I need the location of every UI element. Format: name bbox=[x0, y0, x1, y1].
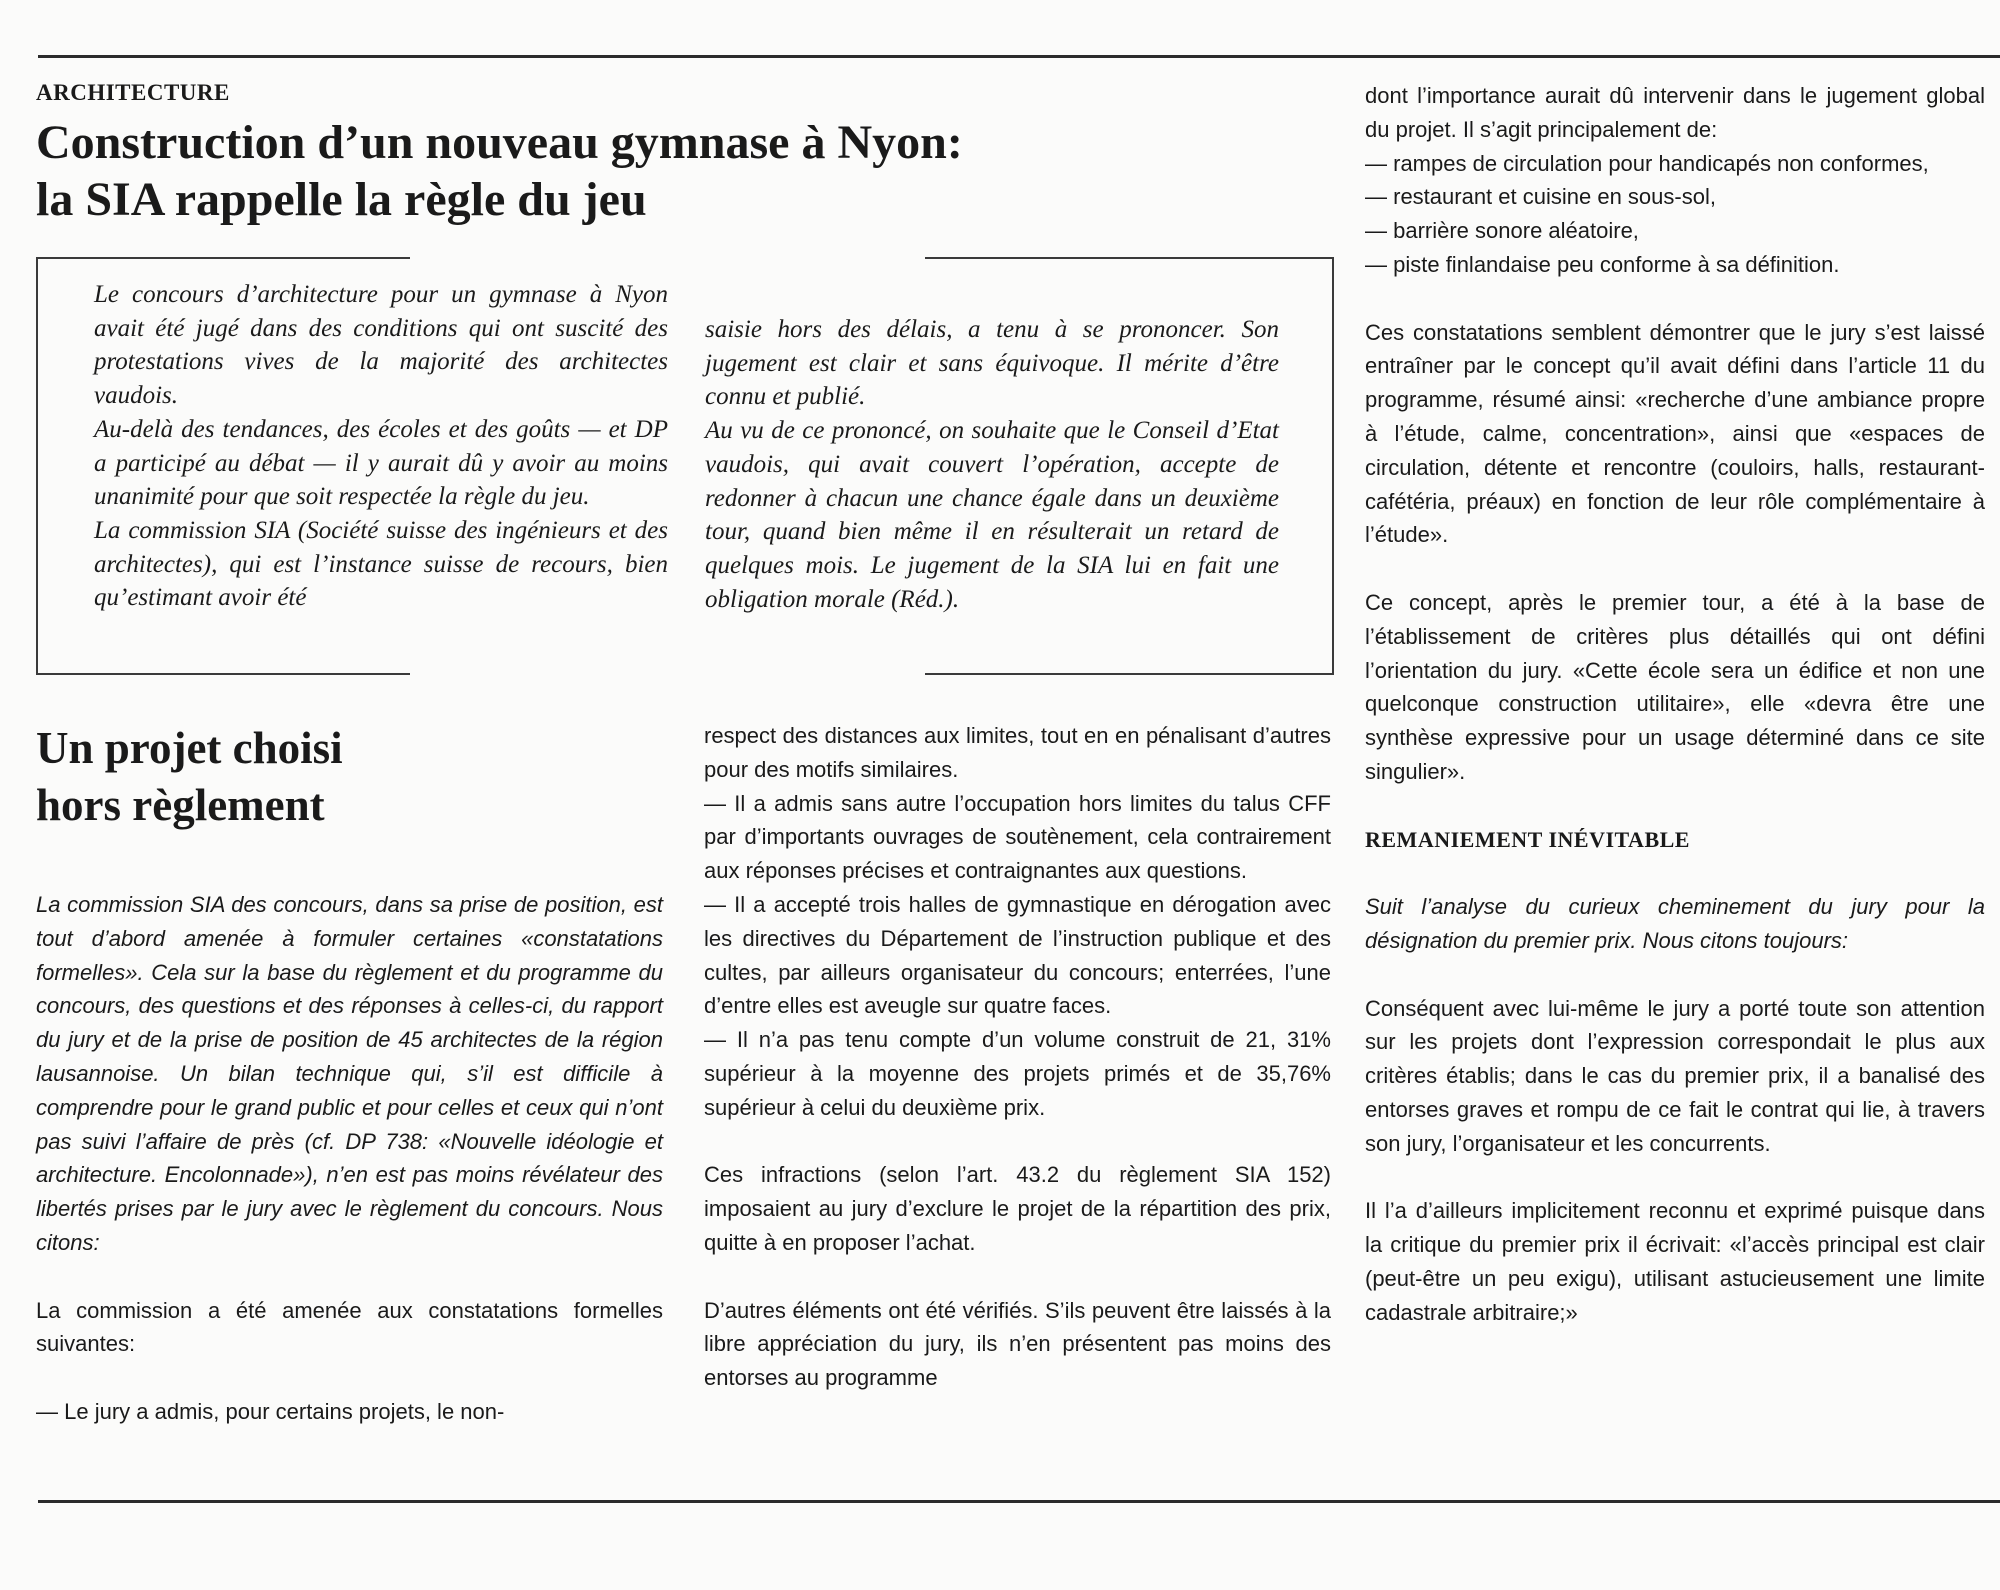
body-paragraph: Ce concept, après le premier tour, a été à la base de l’établissement de critères plus détaillés qui ont défini l’orientation du jury. «Cette école sera un édifice et non une quelconque construction utilitaire», elle «devra être une synthèse expressive pour un usage déterminé dans ce site singulier». bbox=[1365, 589, 1985, 784]
top-rule bbox=[38, 55, 2000, 58]
body-paragraph: Conséquent avec lui-même le jury a porté toute son attention sur les projets dont l’expression correspondait le plus aux critères établis; dans le cas du premier prix, il a banalisé des entorses graves et rompu de ce fait le contrat qui lie, à travers son jury, l’organisateur et les concurrents. bbox=[1365, 995, 1985, 1156]
body-paragraph: Ces constatations semblent démontrer que le jury s’est laissé entraîner par le concept qu’il avait défini dans l’article 11 du programme, résumé ainsi: «recherche d’une ambiance propre à l’étude, calme, concentration», ainsi que «espaces de circulation, détente et rencontre (couloirs, halls, restaurant-cafétéria, préaux) en fonction de leur rôle complémentaire à l’étude». bbox=[1365, 319, 1985, 548]
list-item: — barrière sonore aléatoire, bbox=[1365, 218, 1639, 244]
intro-paragraph: La commission SIA (Société suisse des ingénieurs et des architectes), qui est l’instance suisse de recours, bien qu’estimant avoir été bbox=[94, 516, 668, 612]
intro-column-1 bbox=[94, 278, 668, 615]
body-paragraph: Ces infractions (selon l’art. 43.2 du règlement SIA 152) imposaient au jury d’exclure le projet de la répartition des prix, quitte à en proposer l’achat. bbox=[704, 1162, 1331, 1255]
headline-line-1: Construction d’un nouveau gymnase à Nyon: bbox=[36, 116, 963, 169]
body-paragraph: Il l’a d’ailleurs implicitement reconnu et exprimé puisque dans la critique du premier prix il écrivait: «l’accès principal est clair (peut-être un peu exigu), utilisant astucieusement une limite cadastrale arbitraire;» bbox=[1365, 1198, 1985, 1325]
list-item: — Il a accepté trois halles de gymnastique en dérogation avec les directives du Département de l’instruction publique et des cultes, par ailleurs organisateur du concours; enterrées, l’une d’entre elles est aveugle sur quatre faces. bbox=[704, 891, 1331, 1019]
list-item: — piste finlandaise peu conforme à sa définition. bbox=[1365, 251, 1840, 277]
body-paragraph: — Le jury a admis, pour certains projets, le non- bbox=[36, 1398, 505, 1424]
list-item: — rampes de circulation pour handicapés non conformes, bbox=[1365, 150, 1929, 176]
list-item: — Il a admis sans autre l’occupation hors limites du talus CFF par d’importants ouvrages de soutènement, cela contrairement aux réponses précises et contraignantes aux questions. bbox=[704, 790, 1331, 884]
list-item: — restaurant et cuisine en sous-sol, bbox=[1365, 184, 1716, 210]
list-item: — Il n’a pas tenu compte d’un volume construit de 21, 31% supérieur à la moyenne des projets primés et de 35,76% supérieur à celui du deuxième prix. bbox=[704, 1027, 1331, 1120]
subheadline-line-2: hors règlement bbox=[36, 780, 325, 830]
article-column-1 bbox=[36, 888, 663, 1429]
intro-box-gap-bottom bbox=[410, 672, 925, 678]
body-paragraph: dont l’importance aurait dû intervenir dans le jugement global du projet. Il s’agit principalement de: bbox=[1365, 83, 1985, 142]
body-paragraph: La commission SIA des concours, dans sa prise de position, est tout d’abord amenée à formuler certaines «constatations formelles». Cela sur la base du règlement et du programme du concours, des questions et des réponses à celles-ci, du rapport du jury et de la prise de position de 45 architectes de la région lausannoise. Un bilan technique qui, s’il est difficile à comprendre pour le grand public et pour celles et ceux qui n’ont pas suivi l’affaire de près (cf. DP 738: «Nouvelle idéologie et architecture. Encolonnade»), n’en est pas moins révélateur des libertés prises par le jury avec le règlement du concours. Nous citons: bbox=[36, 892, 663, 1255]
intro-paragraph: Au-delà des tendances, des écoles et des goûts — et DP a participé au débat — il y aurait dû y avoir au moins unanimité pour que soit respectée la règle du jeu. bbox=[94, 415, 668, 511]
article-column-3 bbox=[1365, 79, 1985, 1329]
intro-box-gap-top bbox=[410, 254, 925, 260]
intro-column-2 bbox=[705, 313, 1279, 616]
headline-line-2: la SIA rappelle la règle du jeu bbox=[36, 173, 647, 226]
subheadline bbox=[36, 720, 656, 834]
subheadline-line-1: Un projet choisi bbox=[36, 723, 343, 773]
section-rubric: ARCHITECTURE bbox=[36, 80, 230, 105]
bottom-rule bbox=[38, 1500, 2000, 1503]
headline bbox=[36, 114, 1336, 228]
intro-paragraph: Le concours d’architecture pour un gymnase à Nyon avait été jugé dans des conditions qui ont suscité des protestations vives de la majorité des architectes vaudois. bbox=[94, 281, 668, 410]
body-paragraph: respect des distances aux limites, tout en en pénalisant d’autres pour des motifs similaires. bbox=[704, 723, 1331, 782]
body-paragraph: Suit l’analyse du curieux cheminement du jury pour la désignation du premier prix. Nous citons toujours: bbox=[1365, 894, 1985, 953]
intro-paragraph: Au vu de ce prononcé, on souhaite que le Conseil d’Etat vaudois, qui avait couvert l’opération, accepte de redonner à chacun une chance égale dans un deuxième tour, quand bien même il en résulterait un retard de quelques mois. Le jugement de la SIA lui en fait une obligation morale (Réd.). bbox=[705, 417, 1279, 613]
article-column-2 bbox=[704, 719, 1331, 1395]
intro-paragraph: saisie hors des délais, a tenu à se prononcer. Son jugement est clair et sans équivoque. Il mérite d’être connu et publié. bbox=[705, 316, 1279, 411]
section-heading: REMANIEMENT INÉVITABLE bbox=[1365, 826, 1690, 852]
body-paragraph: D’autres éléments ont été vérifiés. S’ils peuvent être laissés à la libre appréciation du jury, ils n’en présentent pas moins des entorses au programme bbox=[704, 1297, 1331, 1391]
body-paragraph: La commission a été amenée aux constatations formelles suivantes: bbox=[36, 1297, 663, 1357]
